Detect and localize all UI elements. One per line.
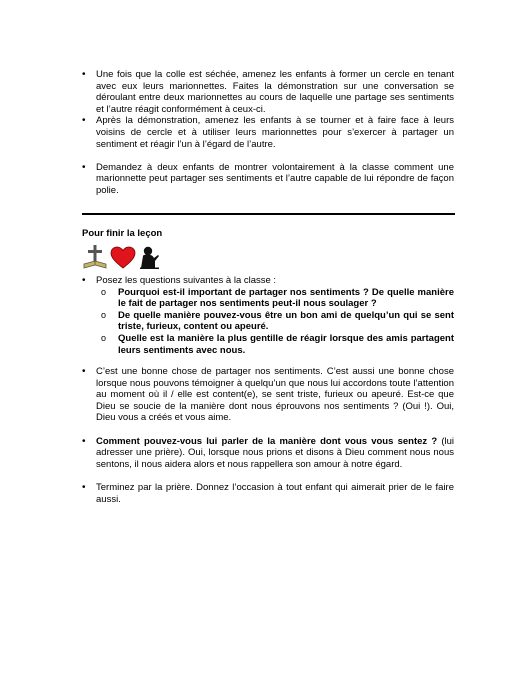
heart-icon bbox=[110, 246, 136, 270]
section-divider bbox=[82, 213, 455, 215]
praying-child-icon bbox=[139, 246, 161, 270]
question-item: o Quelle est la manière la plus gentille de réagir lorsque des amis partagent leurs sentiments avec nous. bbox=[82, 333, 454, 356]
list-item: • Une fois que la colle est séchée, amenez les enfants à former un cercle en tenant avec eux leurs marionnettes. Faites la démonstration sur une conversation se déroulant entre deux marionnettes au cours de laquelle une partage ses sentiments et l’autre réagit conformément à ceux-ci. bbox=[82, 69, 454, 115]
list-item: • C’est une bonne chose de partager nos sentiments. C’est aussi une bonne chose lorsque nous pouvons témoigner à quelqu’un que nous lui accordons toute l’attention au moment où il / elle est content(e), se sent triste, furieux ou apeuré. Est-ce que Dieu se soucie de la manière dont nous éprouvons nos sentiments ? (Oui !). Oui, Dieu vous a créés et vous aime. bbox=[82, 366, 454, 424]
answer-text: (lui adresser une prière). Oui, lorsque nous prions et disons à Dieu comment nous nous sentons, il nous aidera alors et nous rappellera son amour à notre égard. bbox=[96, 435, 454, 470]
list-item: • Posez les questions suivantes à la classe : bbox=[82, 275, 454, 287]
section-heading: Pour finir la leçon bbox=[82, 228, 163, 239]
section-icons bbox=[83, 244, 161, 270]
questions-block bbox=[82, 275, 454, 356]
list-item: • Terminez par la prière. Donnez l’occasion à tout enfant qui aimerait prier de le faire aussi. bbox=[82, 482, 454, 505]
question-item: o Pourquoi est-il important de partager nos sentiments ? De quelle manière le fait de partager nos sentiments peut-il nous soulager ? bbox=[82, 287, 454, 310]
question-item: o De quelle manière pouvez-vous être un bon ami de quelqu’un qui se sent triste, furieux, content ou apeuré. bbox=[82, 310, 454, 333]
list-item bbox=[82, 436, 454, 471]
list-item: • Après la démonstration, amenez les enfants à se tourner et à faire face à leurs voisins de cercle et à utiliser leurs marionnettes pour s’exercer à partager un sentiment et réagir l’un à l’égard de l’autre. bbox=[82, 115, 454, 150]
activity-list-bottom bbox=[82, 366, 454, 505]
book-cross-icon bbox=[83, 244, 107, 270]
activity-list-top bbox=[82, 69, 454, 197]
bold-question: Comment pouvez-vous lui parler de la manière dont vous vous sentez ? bbox=[96, 435, 438, 447]
list-item: • Demandez à deux enfants de montrer volontairement à la classe comment une marionnette peut partager ses sentiments et l’autre capable de lui répondre de façon polie. bbox=[82, 162, 454, 197]
